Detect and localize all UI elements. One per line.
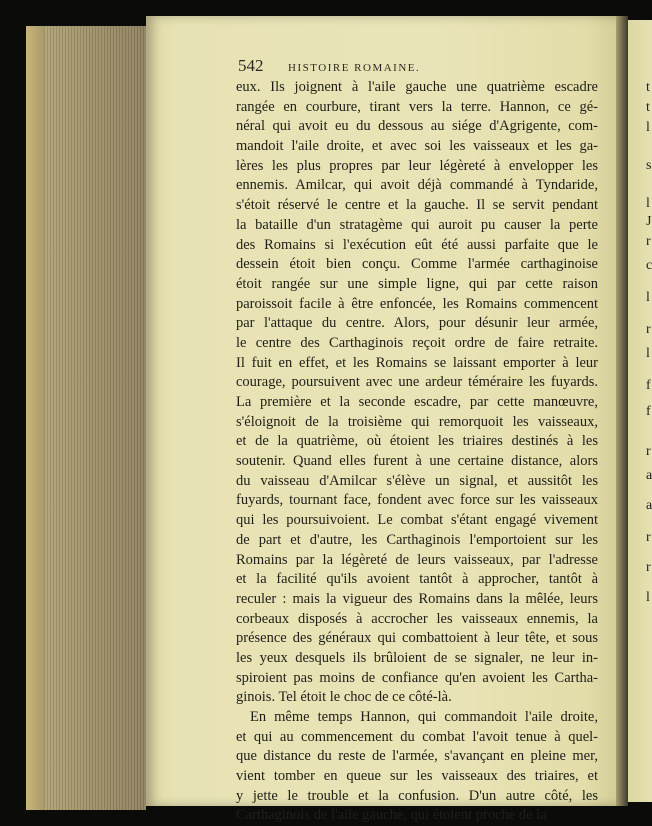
- facing-page-fragment: l: [646, 196, 650, 211]
- text-line: et de la quatrième, où étoient les triaires destinés à les: [236, 433, 598, 450]
- facing-page-fragment: r: [646, 560, 651, 575]
- facing-page-fragment: f: [646, 404, 651, 419]
- text-line: que distance du reste de l'armée, s'avançant en pleine mer,: [236, 748, 598, 765]
- facing-page-fragment: t: [646, 80, 650, 95]
- book-cover-edge: [26, 26, 44, 810]
- facing-page-fragment: r: [646, 234, 651, 249]
- book-gutter: [616, 16, 628, 806]
- facing-page-fragment: c: [646, 258, 652, 273]
- text-line: lères les plus propres par leur légèreté à envelopper les: [236, 157, 598, 174]
- facing-page-fragment: a: [646, 498, 652, 513]
- paragraph: [236, 708, 598, 826]
- text-line: étoit rangée sur une simple ligne, qui par cette raison: [236, 275, 598, 292]
- text-line: par l'attaque du centre. Alors, pour désunir leur armée,: [236, 315, 598, 332]
- text-line: mandoit l'aile droite, et avec soi les vaisseaux et les ga-: [236, 138, 598, 155]
- text-line: fuyards, tournant face, fondent avec force sur les vaisseaux: [236, 492, 598, 509]
- facing-page-fragment: r: [646, 444, 651, 459]
- text-line: ennemis. Amilcar, qui avoit déjà commandé à Tyndaride,: [236, 177, 598, 194]
- text-line: la bataille d'un stratagème qui auroit pu causer la perte: [236, 216, 598, 233]
- paragraph: [236, 78, 598, 708]
- text-line: reculer : mais la vigueur des Romains dans la mêlée, leurs: [236, 590, 598, 607]
- text-line: du vaisseau d'Amilcar s'élève un signal, et aussitôt les: [236, 472, 598, 489]
- text-line: des Romains si l'exécution eût été aussi parfaite que le: [236, 236, 598, 253]
- text-line: corbeaux disposés à accrocher les vaisseaux ennemis, la: [236, 610, 598, 627]
- text-line: Romains par la légèreté de leurs vaisseaux, par l'adresse: [236, 551, 598, 568]
- text-line: ginois. Tel étoit le choc de ce côté-là.: [236, 689, 452, 706]
- text-line: s'éloignoit de la troisième qui remorquoit les vaisseaux,: [236, 413, 598, 430]
- body-text: [236, 78, 598, 826]
- text-line: présence des généraux qui combattoient à leur tête, et sous: [236, 630, 598, 647]
- facing-page-fragment: l: [646, 120, 650, 135]
- running-head-title: HISTOIRE ROMAINE.: [288, 62, 421, 74]
- book-page-edges: [26, 26, 146, 810]
- text-line: vient tomber en queue sur les vaisseaux des triaires, et: [236, 768, 598, 785]
- text-line: le centre des Carthaginois reçoit ordre de faire retraite.: [236, 334, 598, 351]
- page-number: 542: [238, 56, 264, 75]
- facing-page-fragment: t: [646, 100, 650, 115]
- facing-page-fragment: l: [646, 290, 650, 305]
- facing-page-fragment: l: [646, 590, 650, 605]
- facing-page-fragment: r: [646, 322, 651, 337]
- facing-page-fragment: a: [646, 468, 652, 483]
- facing-page-fragment: r: [646, 530, 651, 545]
- text-line: paroissoit facile à être enfoncée, les Romains commencent: [236, 295, 598, 312]
- text-line: et la facilité qu'ils avoient tantôt à approcher, tantôt à: [236, 571, 598, 588]
- text-line: néral qui avoit eu du dessous au siége d'Agrigente, com-: [236, 118, 598, 135]
- text-line: Carthaginois de l'aile gauche, qui étoient proche de la: [236, 807, 547, 824]
- text-line: eux. Ils joignent à l'aile gauche une quatrième escadre: [236, 79, 598, 95]
- text-line: spiroient pas moins de confiance qu'en avoient les Cartha-: [236, 669, 598, 686]
- text-line: qui les poursuivoient. Le combat s'étant engagé vivement: [236, 512, 598, 529]
- text-line: courage, poursuivent avec une ardeur téméraire les fuyards.: [236, 374, 598, 391]
- text-line: les yeux desquels ils brûloient de se signaler, ne leur in-: [236, 649, 598, 666]
- facing-page-fragment: s: [646, 158, 652, 173]
- facing-page-fragment: l: [646, 346, 650, 361]
- text-line: dessein étoit bien conçu. Comme l'armée carthaginoise: [236, 256, 598, 273]
- text-line: rangée en courbure, tirant vers la terre. Hannon, ce gé-: [236, 98, 598, 115]
- text-line: Il fuit en effet, et les Romains se laissant emporter à leur: [236, 354, 598, 371]
- text-line: soutenir. Quand elles furent à une certaine distance, alors: [236, 453, 598, 470]
- facing-page-fragment: J: [646, 214, 652, 229]
- text-line: de part et d'autre, les Carthaginois l'emportoient sur les: [236, 531, 598, 548]
- text-line: La première et la seconde escadre, par cette manœuvre,: [236, 394, 598, 410]
- text-line: En même temps Hannon, qui commandoit l'aile droite,: [250, 709, 598, 725]
- text-line: et qui au commencement du combat l'avoit tenue à quel-: [236, 728, 598, 745]
- text-line: y jette le trouble et la confusion. D'un autre côté, les: [236, 787, 598, 804]
- text-line: s'étoit réservé le centre et la gauche. Il se servit pendant: [236, 197, 598, 214]
- facing-page-fragment: f: [646, 378, 651, 393]
